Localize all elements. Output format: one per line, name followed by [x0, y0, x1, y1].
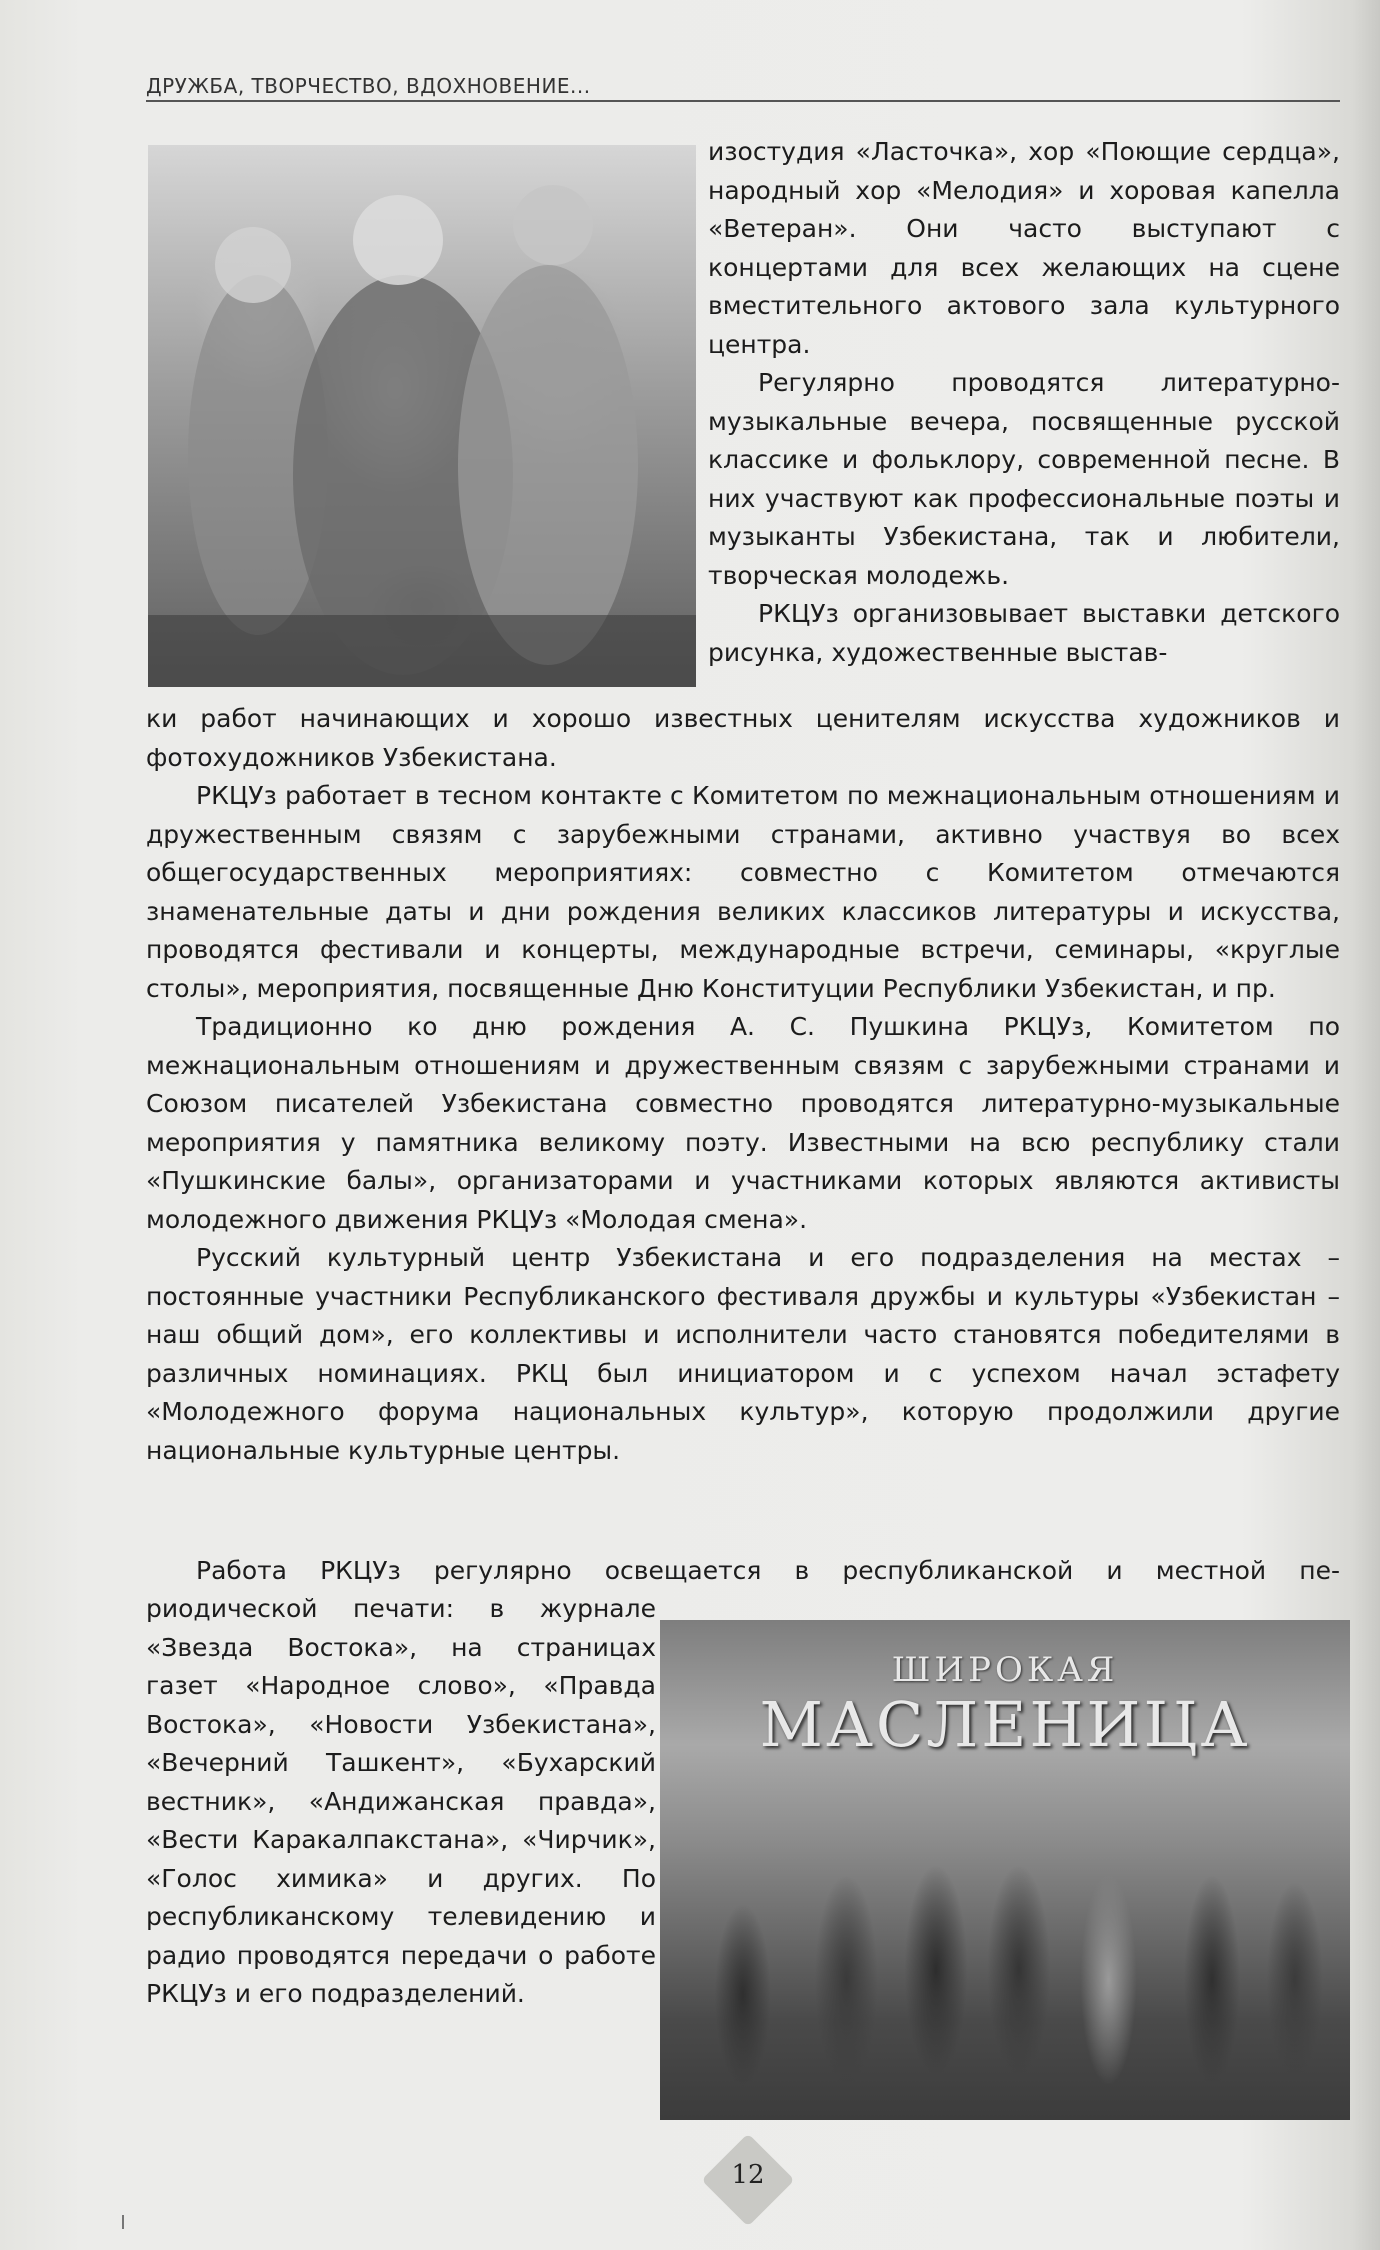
- photo-maslenitsa-group: [660, 1620, 1350, 2120]
- text-full-width: [146, 700, 1340, 1470]
- photo-folk-performers-figures: [148, 145, 696, 687]
- page-number: 12: [731, 2160, 765, 2190]
- paragraph-exhibitions-start: РКЦУз организовывает выставки детского рисунка, художественные выстав-: [708, 599, 1340, 667]
- paragraph-press-rest: риодической печати: в журнале «Звезда Востока», на страницах газет «Народное слово», «Правда Востока», «Новости Узбекистана», «Вечерний Ташкент», «Бухарский вестник», «Андижанская правда», «Вести Каракалпакстана», «Чирчик», «Голос химика» и других. По республиканскому телевидению и радио проводятся передачи о работе РКЦУз и его подразделений.: [146, 1594, 656, 2008]
- margin-mark: [122, 2215, 124, 2229]
- paragraph-studios: изостудия «Ласточка», хор «Поющие сердца», народный хор «Мелодия» и хоровая капелла «Ветеран». Они часто выступают с концертами для всех желающих на сцене вместительного актового зала культурного центра.: [708, 137, 1340, 359]
- paragraph-pushkin: Традиционно ко дню рождения А. С. Пушкина РКЦУз, Комитетом по межнациональным отношениям и дружественным связям с зарубежными странами и Союзом писателей Узбекистана совместно проводятся литературно-музыкальные мероприятия у памятника великому поэту. Известными на всю республику стали «Пушкинские балы», организаторами и участниками которых являются активисты молодежного движения РКЦУз «Молодая смена».: [146, 1012, 1340, 1234]
- paragraph-committee: РКЦУз работает в тесном контакте с Комитетом по межнациональным отношениям и дружественным связям с зарубежными странами, активно участвуя во всех общегосударственных мероприятиях: совместно с Комитетом отмечаются знаменательные даты и дни рождения великих классиков литературы и искусства, проводятся фестивали и концерты, международные встречи, семинары, «круглые столы», мероприятия, посвященные Дню Конституции Республики Узбекистан, и пр.: [146, 781, 1340, 1003]
- banner-text-top: ШИРОКАЯ: [891, 1650, 1119, 1690]
- text-column-top: [708, 133, 1340, 672]
- paragraph-press-column: [146, 1590, 656, 2014]
- paragraph-literary-evenings: Регулярно проводятся литературно-музыкальные вечера, посвященные русской классике и фольклору, современной песне. В них участвуют как профессиональные поэты и музыканты Узбекистана, так и любители, творческая молодежь.: [708, 368, 1340, 590]
- photo-folk-performers: [148, 145, 696, 687]
- banner-text-main: МАСЛЕНИЦА: [759, 1688, 1251, 1761]
- paragraph-exhibitions-end: ки работ начинающих и хорошо известных ценителям искусства художников и фотохудожников Узбекистана.: [146, 704, 1340, 772]
- running-header: [146, 70, 1340, 102]
- paragraph-press-start: Работа РКЦУз регулярно освещается в республиканской и местной пе-: [196, 1556, 1340, 1585]
- paragraph-festival: Русский культурный центр Узбекистана и его подразделения на местах – постоянные участники Республиканского фестиваля дружбы и культуры «Узбекистан – наш общий дом», его коллективы и исполнители часто становятся победителями в различных номинациях. РКЦ был инициатором и с успехом начал эстафету «Молодежного форума национальных культур», которую продолжили другие национальные культурные центры.: [146, 1243, 1340, 1465]
- running-title: ДРУЖБА, ТВОРЧЕСТВО, ВДОХНОВЕНИЕ...: [146, 74, 591, 98]
- maslenitsa-banner: [660, 1650, 1350, 1760]
